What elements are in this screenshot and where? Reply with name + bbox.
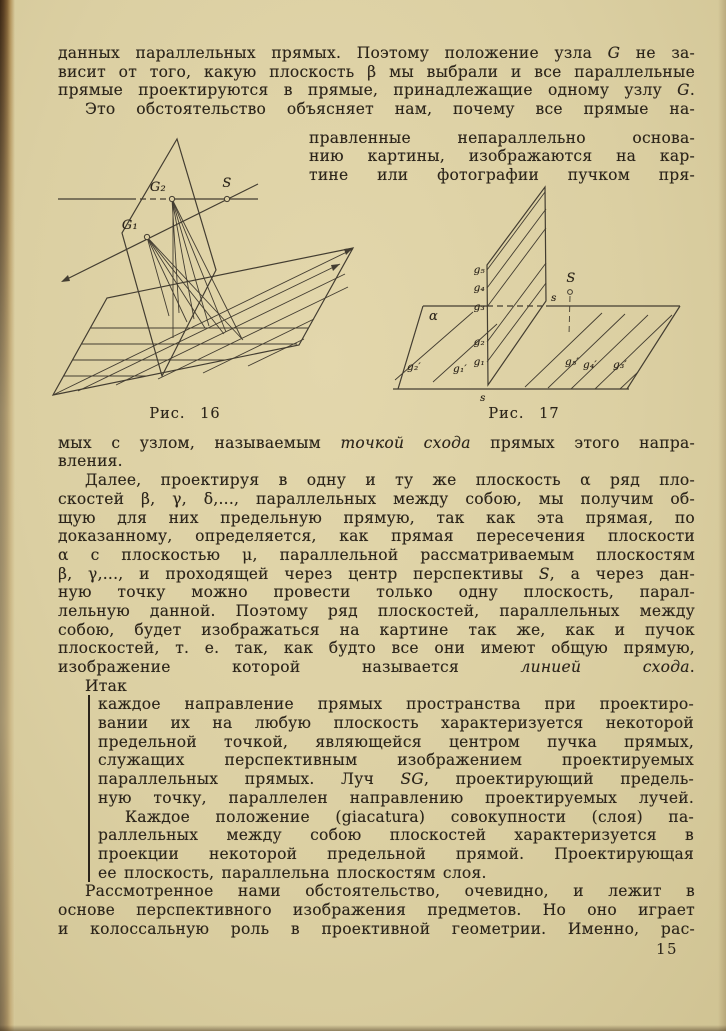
text-line <box>58 920 695 939</box>
text-line <box>98 714 694 733</box>
text-segment: плоскостей, т. е. так, как будто все они имеют общую прямую, <box>58 639 695 658</box>
figure-16 <box>38 133 383 403</box>
fig17-label-g5p: g₅′ <box>565 355 580 368</box>
text-segment: . <box>689 658 695 676</box>
fig17-label-trace-s: s <box>551 291 557 304</box>
page-right-edge-shadow <box>718 0 726 1031</box>
text-line <box>58 901 695 920</box>
text-segment: Итак <box>85 676 128 695</box>
text-segment: раллельных между собою плоскостей характеризуется в <box>98 826 694 845</box>
text-segment: точкой схода <box>340 433 471 452</box>
text-line <box>98 733 694 752</box>
text-line <box>58 63 695 82</box>
text-line <box>58 602 695 621</box>
text-line <box>58 639 695 658</box>
fig17-label-S: S <box>566 270 576 286</box>
text-line <box>58 434 695 453</box>
text-line <box>98 826 694 845</box>
fig17-center-of-perspective <box>568 289 573 334</box>
text-segment: прямых этого напра- <box>470 433 695 452</box>
text-line <box>58 658 695 677</box>
text-segment: каждое направление прямых пространства при проектиро- <box>98 695 694 714</box>
text-segment: Это обстоятельство объясняет нам, почему все прямые на- <box>85 100 695 119</box>
text-segment: вления. <box>58 452 123 471</box>
text-segment: скостей β, γ, δ,..., параллельных между собою, мы получим об- <box>58 489 695 508</box>
text-segment: проекции некоторой предельной прямой. Проектирующая <box>98 844 694 863</box>
text-segment: SG <box>400 770 425 789</box>
text-line <box>58 565 695 584</box>
text-segment: S <box>538 564 550 583</box>
text-segment: Далее, проектируя в одну и ту же плоскость α ряд пло- <box>85 471 695 490</box>
text-segment: тине или фотографии пучком пря- <box>309 166 695 185</box>
fig16-ground-plane <box>53 248 353 395</box>
text-line <box>58 490 695 509</box>
fig16-ray-fans <box>147 199 243 340</box>
fig16-points <box>144 196 229 239</box>
text-line <box>58 44 695 63</box>
text-segment: α с плоскостью μ, параллельной рассматриваемым плоскостям <box>58 545 695 564</box>
text-segment: правленные непараллельно основа- <box>309 128 695 147</box>
text-segment: не за- <box>620 44 695 62</box>
paragraph-block-top <box>58 44 695 119</box>
page-bottom-edge-shadow <box>0 1025 726 1031</box>
fig17-label-g2p: g₂′ <box>407 360 422 373</box>
text-segment: G <box>677 81 690 100</box>
fig17-label-g4p: g₄′ <box>583 358 598 371</box>
fig17-label-g2: g₂ <box>473 335 485 348</box>
text-segment: данных параллельных прямых. Поэтому положение узла <box>58 44 608 62</box>
text-segment: доказанному, определяется, как прямая пересечения плоскости <box>58 527 695 546</box>
fig17-label-g1p: g₁′ <box>453 362 468 375</box>
text-line <box>58 100 695 119</box>
fig17-label-g3p: g₃′ <box>613 358 628 371</box>
text-segment: параллельных прямых. Луч <box>98 770 401 789</box>
figure-17-caption: Рис. 17 <box>488 405 560 422</box>
text-line <box>58 583 695 602</box>
text-line <box>98 695 694 714</box>
fig17-label-g1: g₁ <box>473 355 485 368</box>
fig17-vertical-plane <box>487 187 546 385</box>
text-segment: собою, будет изображаться на картине так же, как и пучок <box>58 620 695 639</box>
text-segment: β, γ,..., и проходящей через центр перспективы <box>58 564 539 583</box>
text-segment: основе перспективного изображения предметов. Но оно играет <box>58 900 695 919</box>
text-line <box>98 789 694 808</box>
text-segment: ее плоскость, параллельна плоскостям слоя. <box>98 863 487 882</box>
text-line <box>58 471 695 490</box>
text-segment: . <box>689 81 695 100</box>
text-segment: нию картины, изображаются на кар- <box>309 147 695 166</box>
fig17-ground-lines-right <box>525 313 672 389</box>
page-number: 15 <box>656 940 679 958</box>
figure-17 <box>385 182 720 410</box>
text-line <box>98 845 694 864</box>
text-line <box>98 770 694 789</box>
fig17-label-base-s: s <box>480 391 486 404</box>
text-segment: ную точку можно провести только одну плоскость, парал- <box>58 583 695 602</box>
text-line <box>58 81 695 100</box>
text-line <box>58 546 695 565</box>
figures-zone <box>58 119 695 434</box>
fig16-label-g1: G₁ <box>121 217 138 233</box>
paragraph-block-middle <box>58 434 695 696</box>
text-line <box>58 882 695 901</box>
text-segment: прямые проектируются в прямые, принадлежащие одному узлу <box>58 81 678 100</box>
text-segment: , а через дан- <box>549 564 695 583</box>
text-line <box>58 621 695 640</box>
text-segment: изображение которой называется <box>58 658 521 676</box>
text-segment: G <box>607 44 621 62</box>
text-segment: ную точку, параллелен направлению проектируемых лучей. <box>98 788 694 807</box>
fig17-label-alpha: α <box>429 308 439 324</box>
text-segment: Рассмотренное нами обстоятельство, очевидно, и лежит в <box>85 882 695 901</box>
text-segment: , проектирующий предель- <box>424 770 694 789</box>
fig16-label-g2: G₂ <box>149 179 166 195</box>
text-segment: лельную данной. Поэтому ряд плоскостей, параллельных между <box>58 601 695 620</box>
text-segment: предельной точкой, являющейся центром пучка прямых, <box>98 732 694 751</box>
emphasized-statement-block <box>88 695 694 882</box>
fig16-label-s: S <box>222 175 232 191</box>
text-line <box>98 808 694 827</box>
text-segment: служащих перспективным изображением проектируемых <box>98 751 694 770</box>
fig17-label-g5: g₅ <box>473 263 485 276</box>
text-segment: вании их на любую плоскость характеризуется некоторой <box>98 714 694 733</box>
page-text-content <box>58 44 695 938</box>
text-segment: щую для них предельную прямую, так как эта прямая, по <box>58 508 695 527</box>
text-line <box>58 677 695 696</box>
binding-edge-fade <box>0 0 15 1031</box>
text-line <box>98 751 694 770</box>
text-line <box>58 509 695 528</box>
text-line <box>98 864 694 883</box>
figure-16-caption: Рис. 16 <box>149 405 221 422</box>
text-segment: висит от того, какую плоскость β мы выбрали и все параллельные <box>58 62 695 81</box>
text-segment: мых с узлом, называемым <box>58 433 341 452</box>
fig17-label-g3: g₃ <box>473 300 485 313</box>
text-segment: Каждое положение (giacatura) совокупности (слоя) па- <box>125 807 694 826</box>
fig17-label-g4: g₄ <box>473 281 485 294</box>
text-segment: линией схода <box>520 658 690 676</box>
paragraph-block-bottom <box>58 882 695 938</box>
fig16-picture-plane <box>122 139 216 376</box>
text-line <box>58 527 695 546</box>
text-segment: и колоссальную роль в проективной геометрии. Именно, рас- <box>58 919 695 938</box>
text-line <box>58 452 695 471</box>
